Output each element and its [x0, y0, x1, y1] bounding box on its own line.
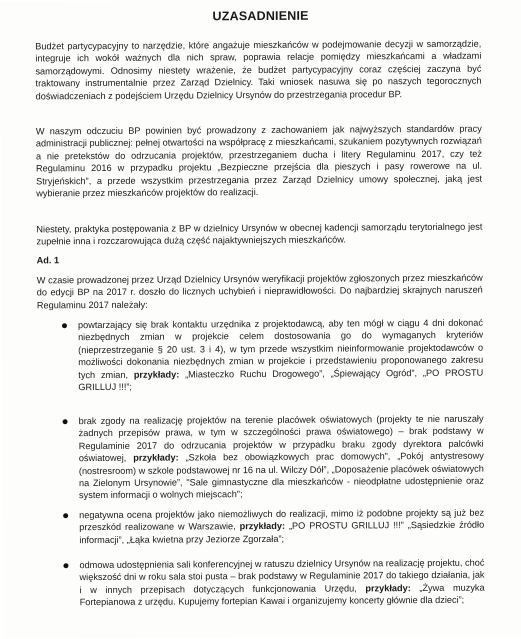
- list-item: [37, 317, 484, 393]
- list-item-text: odmowa udostępnienia sali konferencyjnej w ratuszu dzielnicy Ursynów na realizację projektu, choć większość dni w roku sala stoi pusta – brak podstawy w Regulaminie 2017 do takiego działania, jak i w innych przepisach dotyczących funkcjonowania Urzędu, przykłady: „Żywa muzyka Fortepianowa z urzędu. Kupujemy fortepian Kawai i organizujemy koncerty głównie dla dzieci”;: [79, 557, 485, 608]
- bullet-icon: [63, 513, 68, 518]
- paragraph-text: Budżet partycypacyjny to narzędzie, które angażuje mieszkańców w podejmowanie decyzji w samorządzie, integruje ich wokół ważnych dla nich spraw, poprawia relacje pomiędzy mieszkańcami a władzami samorządowymi. Odnosimy niestety wrażenie, że budżet partycypacyjny coraz częściej zaczyna być traktowany instrumentalnie przez Zarząd Dzielnicy. Taki wniosek nasuwa się po naszych tegorocznych doświadczeniach z podejściem Urzędu Dzielnicy Ursynów do przestrzegania procedur BP.: [35, 38, 482, 102]
- list-item-text: negatywna ocena projektów jako niemożliwych do realizacji, mimo iż podobne projekty są już bez przeszkód realizowane w Warszawie, przykłady: „PO PROSTU GRILLUJ !!!” „Sąsiedzkie źródło informacji”, „Łąka kwietna przy Jeziorze Zgorzała”;: [79, 507, 485, 545]
- bullet-icon: [63, 419, 68, 424]
- paragraph-text: W naszym odczuciu BP powinien być prowadzony z zachowaniem jak najwyższych standardów pracy administracji publicznej: pełnej otwartości na współpracę z mieszkańcami, szukaniem pozytywnych rozwiązań a nie pretekstów do odrzucania projektów, przestrzeganiem ducha i litery Regulaminu 2017, czy też Regulaminu 2016 w przypadku projektu „Bezpieczne przejścia dla pieszych i pasy rowerowe na ul. Stryjeńskich”, a przede wszystkim przestrzegania przez Zarząd Dzielnicy umowy społecznej, jaką jest wybieranie przez mieszkańców projektów do realizacji.: [35, 123, 483, 199]
- paragraph-text: W czasie prowadzonej przez Urząd Dzielnicy Ursynów weryfikacji projektów zgłoszonych przez mieszkańców do edycji BP na 2017 r. doszło do licznych uchybień i nieprawidłowości. Do najbardziej skrajnych naruszeń Regulaminu 2017 należały:: [36, 272, 483, 311]
- intro-paragraph: [35, 38, 481, 103]
- list-item-text: brak zgody na realizację projektów na terenie placówek oświatowych (projekty te nie naruszały żadnych przepisów prawa, w tym w szczególności prawa oświatowego) – brak podstawy w Regulaminie 2017 do odrzucania projektów w przypadku braku zgody dyrektora palcówki oświatowej, przykłady: „Szkoła bez obowiązkowych prac domowych”, „Pokój antystresowy (nostresroom) w szkole podstawowej nr 16 na ul. Wilczy Dół”, „Doposażenie placówek oświatowych na Zielonym Ursynowie”, "Sale gimnastyczne dla mieszkańców - nieodpłatne udostępnienie oraz system informacji o wolnych miejscach";: [78, 413, 484, 501]
- list-item: [38, 413, 484, 501]
- standards-paragraph: [36, 123, 482, 200]
- practice-paragraph: [36, 221, 482, 249]
- violations-list: [37, 317, 485, 608]
- section-heading: Ad. 1: [36, 255, 60, 266]
- ad-paragraph: [37, 272, 483, 312]
- bullet-icon: [63, 563, 68, 568]
- bullet-icon: [62, 323, 67, 328]
- list-item-text: powtarzający się brak kontaktu urzędnika z projektodawcą, aby ten mógł w ciągu 4 dni dokonać niezbędnych zmian w projekcie celem dostosowania go do wymaganych kryteriów (nieprzestrzeganie § 20 ust. 3 i 4), w tym przede wszystkim nieinformowanie projektodawców o możliwości dokonania niezbędnych zmian w projekcie i przedstawieniu proponowanego zakresu tych zmian, przykłady: „Miasteczko Ruchu Drogowego”, „Śpiewający Ogród”, „PO PROSTU GRILLUJ !!!”;: [77, 317, 484, 393]
- document-title: UZASADNIENIE: [212, 8, 309, 24]
- list-item: [38, 507, 485, 545]
- paragraph-text: Niestety, praktyka postępowania z BP w dzielnicy Ursynów w obecnej kadencji samorządu terytorialnego jest zupełnie inna i rozczarowująca dużą część najaktywniejszych mieszkańców.: [36, 221, 483, 247]
- list-item: [38, 557, 485, 608]
